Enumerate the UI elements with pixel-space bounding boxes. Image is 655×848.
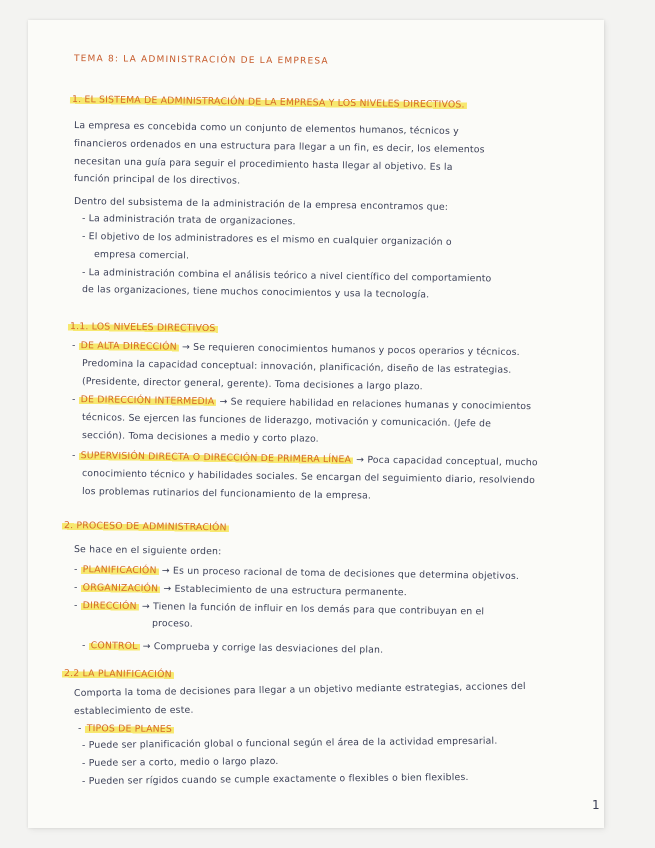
level-first-line-3: los problemas rutinarios del funcionamiento de la empresa. — [81, 486, 372, 502]
level-top-line-1: - DE ALTA DIRECCIÓN → Se requieren conocimientos humanos y pocos operarios y técnicos. — [71, 340, 520, 359]
section-2-2-paragraph-line-1: Comporta la toma de decisiones para llegar a un objetivo mediante estrategias, acciones del — [73, 680, 526, 699]
section-1-bullet-3b: de las organizaciones, tiene muchos conocimientos y usa la tecnología. — [81, 284, 430, 301]
step-control-label: CONTROL — [90, 640, 138, 652]
section-1-paragraph-line-1: La empresa es concebida como un conjunto de elementos humanos, técnicos y — [73, 120, 459, 138]
section-1-paragraph-line-2: financieros ordenados en una estructura para llegar a un fin, es decir, los elementos — [73, 138, 485, 156]
section-1-bullet-2b: empresa comercial. — [93, 249, 190, 262]
step-planning: - PLANIFICACIÓN → Es un proceso racional de toma de decisiones que determina objetivos. — [73, 564, 520, 582]
level-middle-text: → Se requiere habilidad en relaciones humanas y conocimientos — [216, 396, 532, 413]
notebook-page — [28, 20, 604, 828]
plan-type-3: - Pueden ser rígidos cuando se cumple exactamente o flexibles o bien flexibles. — [81, 771, 469, 787]
section-2-heading — [62, 520, 229, 533]
section-2-2-paragraph-line-2: establecimiento de este. — [73, 704, 194, 717]
step-planning-text: → Es un proceso racional de toma de decisiones que determina objetivos. — [158, 565, 520, 582]
plan-type-2: - Puede ser a corto, medio o largo plazo. — [81, 755, 279, 769]
level-top-line-3: (Presidente, director general, gerente). Toma decisiones a largo plazo. — [81, 376, 423, 393]
level-top-text: → Se requieren conocimientos humanos y pocos operarios y técnicos. — [178, 341, 520, 359]
section-1-paragraph-line-3: necesitan una guía para seguir el procedimiento hasta llegar al objetivo. Es la — [73, 156, 453, 173]
level-first-text: → Poca capacidad conceptual, mucho — [352, 454, 538, 469]
level-middle-line-3: sección). Toma decisiones a medio y corto plazo. — [81, 430, 319, 445]
level-first-line-1: - SUPERVISIÓN DIRECTA O DIRECCIÓN DE PRIMERA LÍNEA → Poca capacidad conceptual, mucho — [71, 450, 538, 469]
level-first-line-2: conocimiento técnico y habilidades sociales. Se encargan del seguimiento diario, resolviendo — [81, 468, 536, 487]
step-direction-text: → Tienen la función de influir en los demás para que contribuyan en el — [138, 601, 485, 618]
step-organization: - ORGANIZACIÓN → Establecimiento de una estructura permanente. — [73, 582, 407, 599]
level-middle-line-2: técnicos. Se ejercen las funciones de liderazgo, motivación y comunicación. (Jefe de — [81, 412, 492, 430]
section-2-intro: Se hace en el siguiente orden: — [73, 544, 222, 558]
plan-type-1: - Puede ser planificación global o funcional según el área de la actividad empresarial. — [81, 735, 498, 751]
level-middle-line-1: - DE DIRECCIÓN INTERMEDIA → Se requiere habilidad en relaciones humanas y conocimientos — [71, 394, 532, 413]
section-1-paragraph-line-5: Dentro del subsistema de la administración de la empresa encontramos que: — [73, 196, 449, 213]
step-direction-label: DIRECCIÓN — [82, 600, 137, 612]
level-first-label: SUPERVISIÓN DIRECTA O DIRECCIÓN DE PRIMERA LÍNEA — [80, 450, 352, 466]
step-planning-label: PLANIFICACIÓN — [82, 564, 157, 577]
step-organization-label: ORGANIZACIÓN — [82, 582, 159, 595]
section-1-1-heading — [68, 321, 218, 334]
page-number: 1 — [592, 798, 600, 812]
level-middle-label: DE DIRECCIÓN INTERMEDIA — [80, 394, 215, 408]
level-top-line-2: Predomina la capacidad conceptual: innovación, planificación, diseño de las estrategias. — [81, 358, 512, 376]
page-title: TEMA 8: LA ADMINISTRACIÓN DE LA EMPRESA — [73, 54, 329, 67]
step-organization-text: → Establecimiento de una estructura permanente. — [160, 583, 407, 599]
section-1-heading-text: 1. EL SISTEMA DE ADMINISTRACIÓN DE LA EMPRESA Y LOS NIVELES DIRECTIVOS. — [71, 94, 465, 111]
step-control: - CONTROL → Comprueba y corrige las desviaciones del plan. — [81, 640, 384, 656]
section-2-2-heading — [62, 668, 174, 680]
section-1-1-heading-text: 1.1. LOS NIVELES DIRECTIVOS — [69, 321, 216, 335]
step-control-text: → Comprueba y corrige las desviaciones del plan. — [139, 640, 384, 656]
section-1-heading — [70, 94, 467, 111]
section-1-paragraph-line-4: función principal de los directivos. — [73, 173, 241, 187]
section-1-bullet-2a: - El objetivo de los administradores es el mismo en cualquier organización o — [81, 231, 452, 248]
section-1-bullet-1: - La administración trata de organizaciones. — [81, 213, 296, 228]
plan-types-label: TIPOS DE PLANES — [86, 723, 173, 735]
step-direction-continued: proceso. — [151, 618, 194, 630]
section-1-bullet-3a: - La administración combina el análisis teórico a nivel científico del comportamiento — [81, 267, 492, 285]
plan-types-heading: - TIPOS DE PLANES — [77, 723, 173, 735]
section-2-heading-text: 2. PROCESO DE ADMINISTRACIÓN — [63, 520, 227, 534]
level-top-label: DE ALTA DIRECCIÓN — [80, 340, 177, 353]
step-direction: - DIRECCIÓN → Tienen la función de influir en los demás para que contribuyan en el — [73, 600, 485, 618]
section-2-2-heading-text: 2.2 LA PLANIFICACIÓN — [63, 668, 172, 681]
